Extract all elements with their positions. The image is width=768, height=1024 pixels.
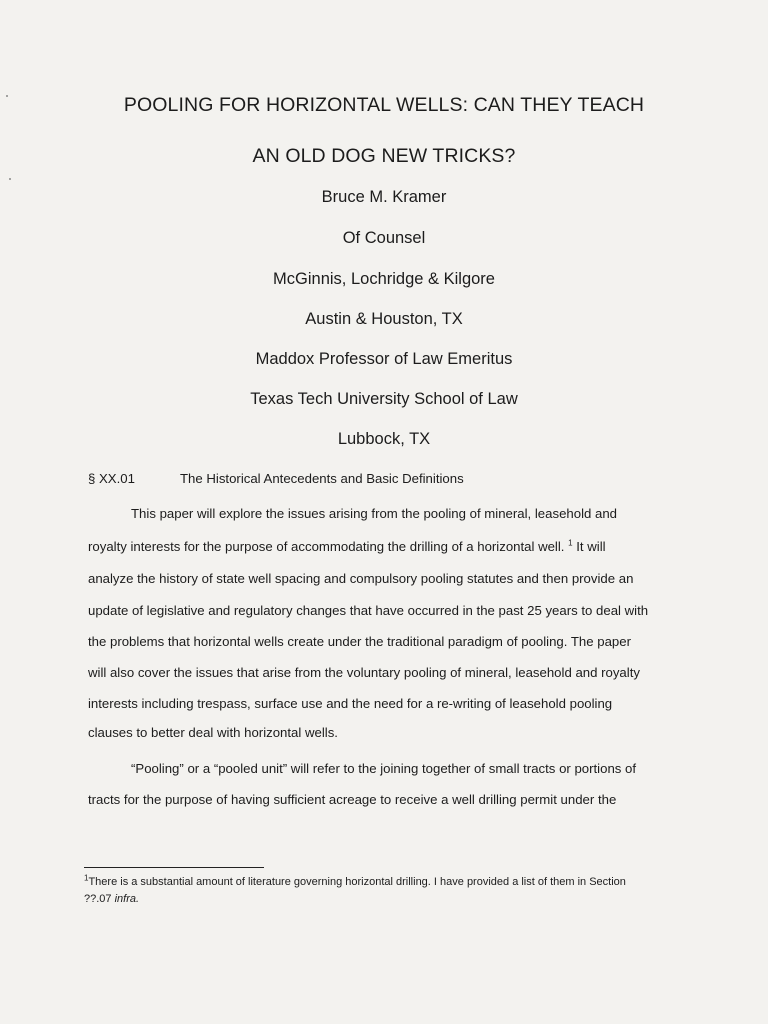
footnote-divider <box>84 867 264 868</box>
author-name: Bruce M. Kramer <box>321 188 447 206</box>
firm-location: Austin & Houston, TX <box>305 310 463 328</box>
scan-speck <box>9 178 11 180</box>
body-line: clauses to better deal with horizontal wells. <box>88 725 338 740</box>
scan-speck <box>6 95 8 97</box>
title-line-1: POOLING FOR HORIZONTAL WELLS: CAN THEY TEACH <box>123 94 645 116</box>
footnote-line-2: ??.07 infra. <box>84 893 140 905</box>
section-number: § XX.01 <box>88 471 135 486</box>
university-location: Lubbock, TX <box>337 430 431 448</box>
title-line-2: AN OLD DOG NEW TRICKS? <box>252 145 516 167</box>
body-line: interests including trespass, surface use and the need for a re-writing of leasehold pooling <box>88 696 613 711</box>
footnote-reference[interactable]: 1 <box>568 538 573 548</box>
body-line: analyze the history of state well spacing and compulsory pooling statutes and then provide an <box>88 571 634 586</box>
author-firm: McGinnis, Lochridge & Kilgore <box>273 270 495 288</box>
body-line: royalty interests for the purpose of accommodating the drilling of a horizontal well. $^1$ It will <box>88 538 606 554</box>
body-line: update of legislative and regulatory changes that have occurred in the past 25 years to deal with <box>88 603 649 618</box>
body-line: tracts for the purpose of having sufficient acreage to receive a well drilling permit under the <box>88 792 617 807</box>
author-university: Texas Tech University School of Law <box>250 390 518 408</box>
author-role: Of Counsel <box>342 229 426 247</box>
body-line: This paper will explore the issues arising from the pooling of mineral, leasehold and <box>131 506 617 521</box>
footnote-marker: 1 <box>84 873 89 883</box>
author-professorship: Maddox Professor of Law Emeritus <box>255 350 513 368</box>
section-heading: The Historical Antecedents and Basic Definitions <box>180 471 464 486</box>
body-line: “Pooling” or a “pooled unit” will refer to the joining together of small tracts or portions of <box>131 761 637 776</box>
footnote-line-1: $^1$There is a substantial amount of literature governing horizontal drilling. I have provided a list of them in Section <box>84 873 626 888</box>
body-line: will also cover the issues that arise from the voluntary pooling of mineral, leasehold and royalty <box>88 665 640 680</box>
body-line: the problems that horizontal wells create under the traditional paradigm of pooling. The paper <box>88 634 631 649</box>
